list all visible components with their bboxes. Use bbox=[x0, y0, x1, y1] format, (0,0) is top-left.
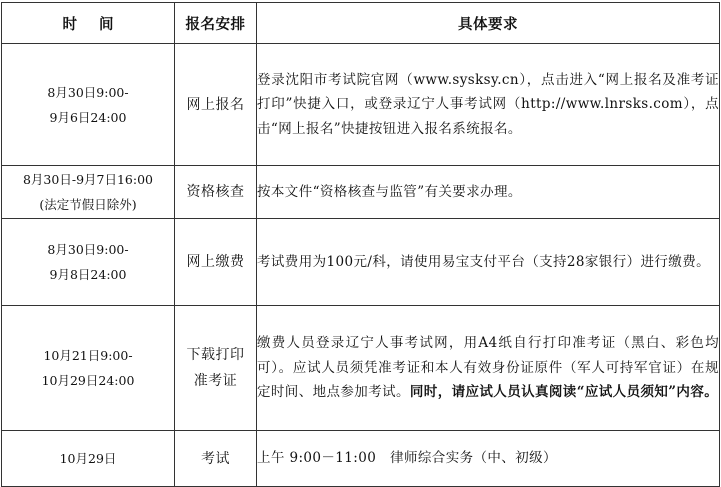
time-cell: 8月30日-9月7日16:00 (法定节假日除外) bbox=[2, 166, 175, 219]
table-row bbox=[2, 306, 720, 431]
requirements-cell: 登录沈阳市考试院官网（www.sysksy.cn），点击进入“网上报名及准考证打印”快捷入口，或登录辽宁人事考试网（http://www.lnrsks.com），点击“网上报名”快捷按钮进入报名系统报名。 bbox=[257, 44, 720, 166]
registration-schedule-table bbox=[1, 2, 720, 487]
header-requirements: 具体要求 bbox=[257, 3, 720, 44]
bold-notice: 同时，请应试人员认真阅读“应试人员须知”内容。 bbox=[409, 384, 719, 401]
requirements-cell: 按本文件“资格核查与监管”有关要求办理。 bbox=[257, 166, 720, 219]
table-row bbox=[2, 166, 720, 219]
arrangement-cell: 网上报名 bbox=[175, 44, 257, 166]
arrangement-cell: 资格核查 bbox=[175, 166, 257, 219]
time-cell: 8月30日9:00- 9月6日24:00 bbox=[2, 44, 175, 166]
table-row bbox=[2, 431, 720, 487]
arrangement-cell: 网上缴费 bbox=[175, 219, 257, 306]
time-cell: 10月29日 bbox=[2, 431, 175, 487]
table-header-row bbox=[2, 3, 720, 44]
requirements-cell: 缴费人员登录辽宁人事考试网，用A4纸自行打印准考证（黑白、彩色均可）。应试人员须凭准考证和本人有效身份证原件（军人可持军官证）在规定时间、地点参加考试。同时，请应试人员认真阅读“应试人员须知”内容。 bbox=[257, 306, 720, 431]
arrangement-cell: 考试 bbox=[175, 431, 257, 487]
requirements-cell: 上午 9:00－11:00 律师综合实务（中、初级） bbox=[257, 431, 720, 487]
time-cell: 10月21日9:00- 10月29日24:00 bbox=[2, 306, 175, 431]
arrangement-cell: 下载打印 准考证 bbox=[175, 306, 257, 431]
table-row bbox=[2, 44, 720, 166]
time-cell: 8月30日9:00- 9月8日24:00 bbox=[2, 219, 175, 306]
requirements-cell: 考试费用为100元/科，请使用易宝支付平台（支持28家银行）进行缴费。 bbox=[257, 219, 720, 306]
header-arrangement: 报名安排 bbox=[175, 3, 257, 44]
header-time: 时 间 bbox=[2, 3, 175, 44]
table-row bbox=[2, 219, 720, 306]
